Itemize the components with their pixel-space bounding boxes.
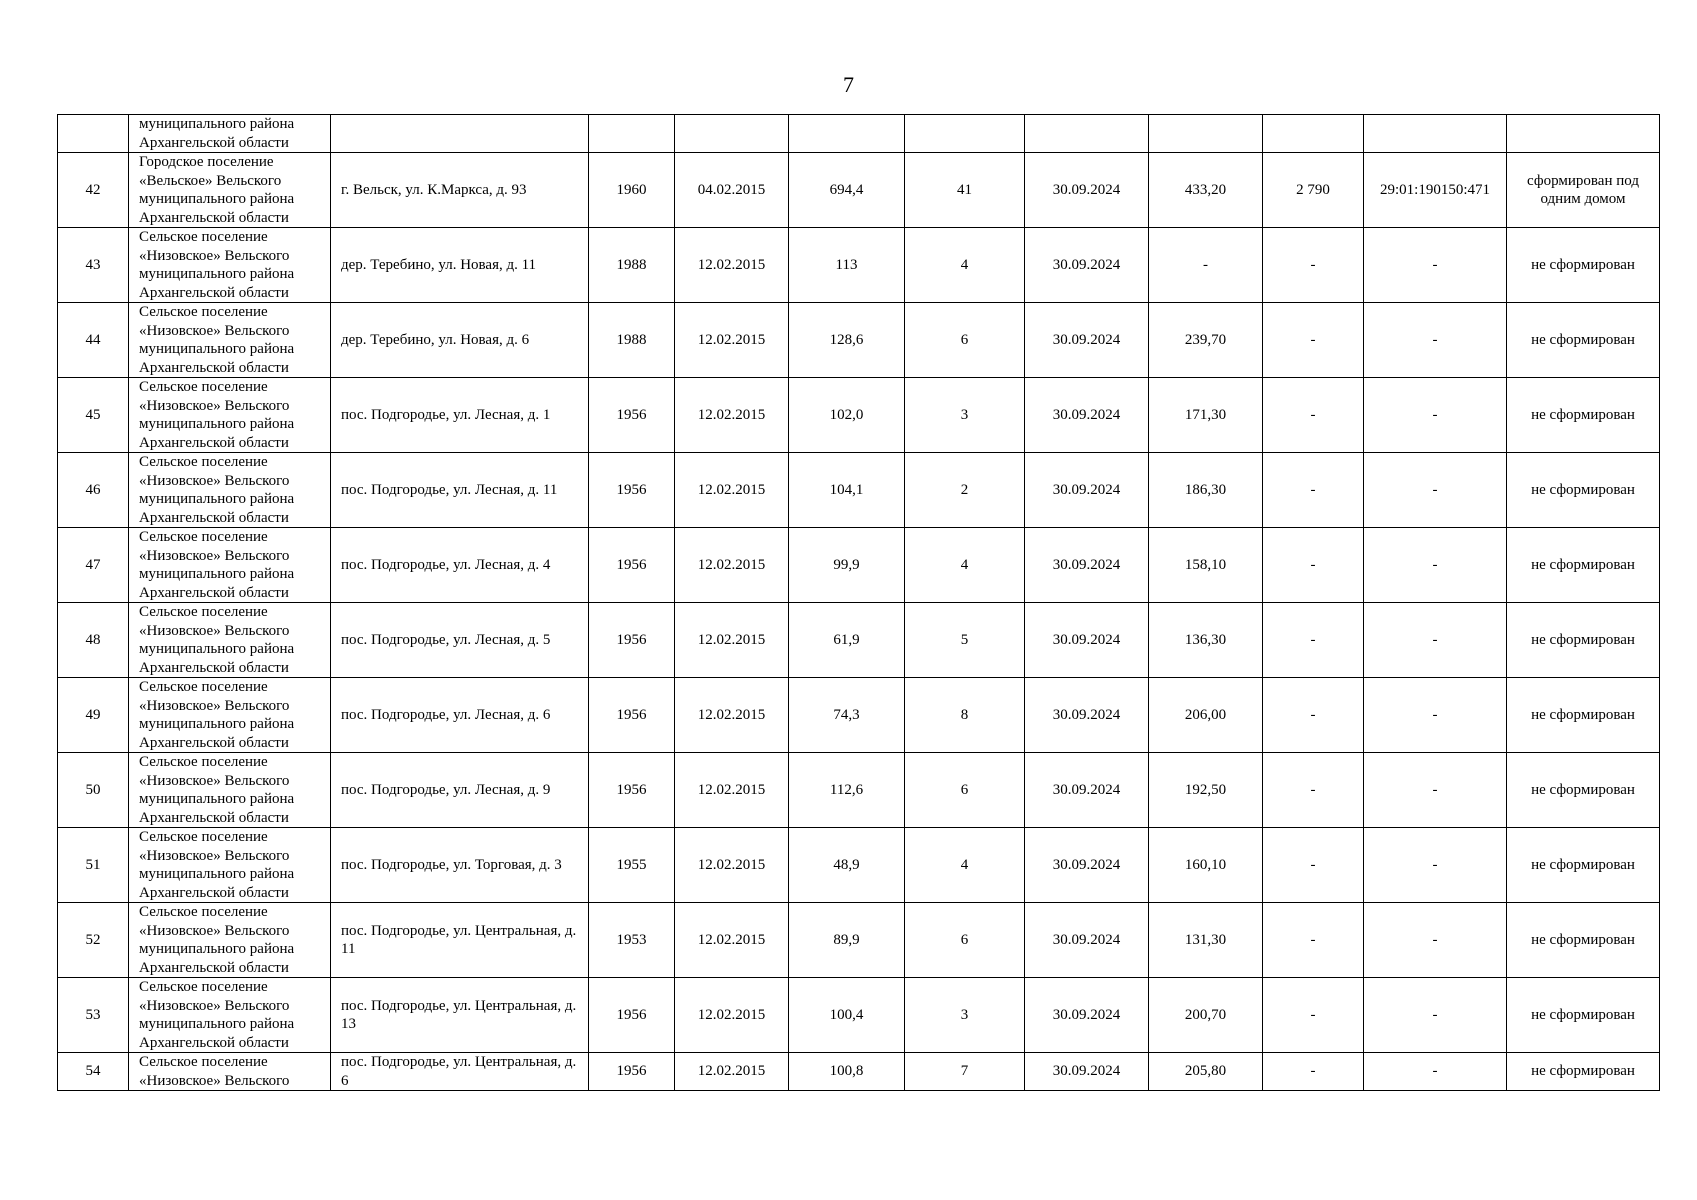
cell-status: не сформирован xyxy=(1507,378,1660,453)
cell-area: 61,9 xyxy=(789,603,905,678)
cell-deadline: 30.09.2024 xyxy=(1025,828,1149,903)
cell-cost: - xyxy=(1263,828,1364,903)
cell-num: 49 xyxy=(58,678,129,753)
table-row xyxy=(58,453,1660,528)
municipality-line: муниципального района xyxy=(139,191,295,207)
table-row xyxy=(58,303,1660,378)
cell-cadastral: - xyxy=(1364,828,1507,903)
cell-land-area xyxy=(1149,115,1263,153)
cell-cadastral: - xyxy=(1364,978,1507,1053)
table-row xyxy=(58,978,1660,1053)
cell-status: не сформирован xyxy=(1507,828,1660,903)
municipality-line: Сельское поселение xyxy=(139,979,268,995)
municipality-line: муниципального района xyxy=(139,791,295,807)
municipality-line: Сельское поселение xyxy=(139,454,268,470)
cell-date xyxy=(675,115,789,153)
cell-date: 12.02.2015 xyxy=(675,978,789,1053)
cell-address: дер. Теребино, ул. Новая, д. 6 xyxy=(331,303,589,378)
municipality-line: «Низовское» Вельского xyxy=(139,697,290,714)
municipality-line: «Низовское» Вельского xyxy=(139,847,290,864)
cell-num: 46 xyxy=(58,453,129,528)
cell-num: 45 xyxy=(58,378,129,453)
cell-deadline: 30.09.2024 xyxy=(1025,228,1149,303)
cell-land-area: 131,30 xyxy=(1149,903,1263,978)
cell-date: 12.02.2015 xyxy=(675,903,789,978)
cell-address: г. Вельск, ул. К.Маркса, д. 93 xyxy=(331,153,589,228)
cell-deadline: 30.09.2024 xyxy=(1025,603,1149,678)
cell-cost: - xyxy=(1263,903,1364,978)
cell-deadline: 30.09.2024 xyxy=(1025,903,1149,978)
cell-status xyxy=(1507,115,1660,153)
municipality-line: муниципального района xyxy=(139,491,295,507)
cell-year: 1956 xyxy=(589,378,675,453)
housing-registry-table xyxy=(57,114,1660,1091)
cell-deadline xyxy=(1025,115,1149,153)
cell-residents: 6 xyxy=(905,903,1025,978)
cell-land-area: 239,70 xyxy=(1149,303,1263,378)
municipality-line: Сельское поселение xyxy=(139,1054,268,1070)
cell-year: 1960 xyxy=(589,153,675,228)
municipality-line: «Низовское» Вельского xyxy=(139,772,290,789)
cell-residents: 5 xyxy=(905,603,1025,678)
cell-num: 48 xyxy=(58,603,129,678)
cell-address: пос. Подгородье, ул. Лесная, д. 9 xyxy=(331,753,589,828)
cell-residents: 41 xyxy=(905,153,1025,228)
table-row xyxy=(58,528,1660,603)
cell-municipality xyxy=(129,978,331,1053)
cell-address: пос. Подгородье, ул. Лесная, д. 11 xyxy=(331,453,589,528)
cell-area: 100,4 xyxy=(789,978,905,1053)
cell-status: не сформирован xyxy=(1507,1053,1660,1091)
cell-cost: 2 790 xyxy=(1263,153,1364,228)
cell-area: 104,1 xyxy=(789,453,905,528)
municipality-line: «Низовское» Вельского xyxy=(139,997,290,1014)
municipality-line: Архангельской области xyxy=(139,134,289,151)
cell-deadline: 30.09.2024 xyxy=(1025,378,1149,453)
cell-municipality xyxy=(129,453,331,528)
table-row xyxy=(58,678,1660,753)
cell-year: 1956 xyxy=(589,753,675,828)
municipality-line: Архангельской области xyxy=(139,884,289,901)
cell-deadline: 30.09.2024 xyxy=(1025,753,1149,828)
table-row xyxy=(58,153,1660,228)
cell-cost: - xyxy=(1263,1053,1364,1091)
cell-cadastral: - xyxy=(1364,753,1507,828)
municipality-line: Сельское поселение xyxy=(139,304,268,320)
municipality-line: муниципального района xyxy=(139,266,295,282)
municipality-line: муниципального района xyxy=(139,341,295,357)
municipality-line: Архангельской области xyxy=(139,434,289,451)
cell-cost: - xyxy=(1263,678,1364,753)
cell-area: 112,6 xyxy=(789,753,905,828)
municipality-line: «Низовское» Вельского xyxy=(139,247,290,264)
cell-land-area: 205,80 xyxy=(1149,1053,1263,1091)
cell-deadline: 30.09.2024 xyxy=(1025,528,1149,603)
cell-area: 89,9 xyxy=(789,903,905,978)
cell-cadastral: - xyxy=(1364,678,1507,753)
cell-year: 1956 xyxy=(589,678,675,753)
cell-area: 102,0 xyxy=(789,378,905,453)
cell-residents: 6 xyxy=(905,753,1025,828)
cell-residents: 8 xyxy=(905,678,1025,753)
cell-deadline: 30.09.2024 xyxy=(1025,453,1149,528)
cell-residents: 7 xyxy=(905,1053,1025,1091)
cell-address: пос. Подгородье, ул. Торговая, д. 3 xyxy=(331,828,589,903)
cell-area: 48,9 xyxy=(789,828,905,903)
cell-cadastral: - xyxy=(1364,603,1507,678)
municipality-line: муниципального района xyxy=(139,716,295,732)
cell-status: не сформирован xyxy=(1507,453,1660,528)
cell-municipality xyxy=(129,753,331,828)
cell-land-area: 206,00 xyxy=(1149,678,1263,753)
cell-year: 1988 xyxy=(589,228,675,303)
cell-deadline: 30.09.2024 xyxy=(1025,303,1149,378)
cell-cadastral: - xyxy=(1364,1053,1507,1091)
cell-area xyxy=(789,115,905,153)
cell-deadline: 30.09.2024 xyxy=(1025,678,1149,753)
municipality-line: «Низовское» Вельского xyxy=(139,622,290,639)
cell-address: пос. Подгородье, ул. Лесная, д. 6 xyxy=(331,678,589,753)
cell-date: 12.02.2015 xyxy=(675,528,789,603)
cell-municipality xyxy=(129,528,331,603)
cell-deadline: 30.09.2024 xyxy=(1025,978,1149,1053)
cell-residents xyxy=(905,115,1025,153)
cell-cost: - xyxy=(1263,228,1364,303)
cell-residents: 3 xyxy=(905,378,1025,453)
cell-num: 44 xyxy=(58,303,129,378)
cell-cadastral: 29:01:190150:471 xyxy=(1364,153,1507,228)
cell-land-area: 433,20 xyxy=(1149,153,1263,228)
cell-num: 54 xyxy=(58,1053,129,1091)
cell-cost: - xyxy=(1263,453,1364,528)
municipality-line: Архангельской области xyxy=(139,659,289,676)
municipality-line: Архангельской области xyxy=(139,734,289,751)
cell-status: не сформирован xyxy=(1507,678,1660,753)
cell-municipality xyxy=(129,603,331,678)
cell-cost: - xyxy=(1263,978,1364,1053)
cell-municipality xyxy=(129,303,331,378)
cell-area: 113 xyxy=(789,228,905,303)
cell-municipality xyxy=(129,153,331,228)
cell-residents: 6 xyxy=(905,303,1025,378)
cell-municipality xyxy=(129,228,331,303)
municipality-line: Архангельской области xyxy=(139,509,289,526)
cell-municipality xyxy=(129,828,331,903)
municipality-line: Архангельской области xyxy=(139,209,289,226)
cell-num: 52 xyxy=(58,903,129,978)
cell-year: 1956 xyxy=(589,528,675,603)
cell-land-area: 186,30 xyxy=(1149,453,1263,528)
cell-year xyxy=(589,115,675,153)
cell-status: сформирован под одним домом xyxy=(1507,153,1660,228)
municipality-line: Архангельской области xyxy=(139,1034,289,1051)
cell-num: 53 xyxy=(58,978,129,1053)
municipality-line: Сельское поселение xyxy=(139,379,268,395)
table-row xyxy=(58,903,1660,978)
cell-land-area: 136,30 xyxy=(1149,603,1263,678)
cell-area: 128,6 xyxy=(789,303,905,378)
cell-cadastral: - xyxy=(1364,528,1507,603)
municipality-line: «Низовское» Вельского xyxy=(139,547,290,564)
cell-num: 47 xyxy=(58,528,129,603)
cell-address: пос. Подгородье, ул. Лесная, д. 1 xyxy=(331,378,589,453)
municipality-line: муниципального района xyxy=(139,941,295,957)
cell-year: 1953 xyxy=(589,903,675,978)
cell-cadastral: - xyxy=(1364,228,1507,303)
cell-year: 1955 xyxy=(589,828,675,903)
municipality-line: Сельское поселение xyxy=(139,529,268,545)
municipality-line: Архангельской области xyxy=(139,284,289,301)
cell-cost: - xyxy=(1263,603,1364,678)
cell-address xyxy=(331,115,589,153)
page-number: 7 xyxy=(843,72,854,97)
cell-status: не сформирован xyxy=(1507,228,1660,303)
cell-status: не сформирован xyxy=(1507,978,1660,1053)
cell-municipality xyxy=(129,378,331,453)
municipality-line: муниципального района xyxy=(139,641,295,657)
cell-municipality xyxy=(129,903,331,978)
cell-area: 99,9 xyxy=(789,528,905,603)
table-row xyxy=(58,228,1660,303)
table-row xyxy=(58,378,1660,453)
cell-cadastral: - xyxy=(1364,303,1507,378)
municipality-line: Архангельской области xyxy=(139,959,289,976)
municipality-line: «Низовское» Вельского xyxy=(139,472,290,489)
cell-address: пос. Подгородье, ул. Лесная, д. 4 xyxy=(331,528,589,603)
cell-land-area: - xyxy=(1149,228,1263,303)
cell-cadastral: - xyxy=(1364,903,1507,978)
cell-cost: - xyxy=(1263,528,1364,603)
cell-date: 12.02.2015 xyxy=(675,753,789,828)
municipality-line: Сельское поселение xyxy=(139,904,268,920)
cell-deadline: 30.09.2024 xyxy=(1025,1053,1149,1091)
cell-municipality xyxy=(129,1053,331,1091)
municipality-line: «Вельское» Вельского xyxy=(139,172,282,189)
municipality-line: муниципального района xyxy=(139,416,295,432)
cell-address: пос. Подгородье, ул. Центральная, д. 6 xyxy=(331,1053,589,1091)
cell-land-area: 192,50 xyxy=(1149,753,1263,828)
municipality-line: Архангельской области xyxy=(139,359,289,376)
table-row-continuation xyxy=(58,115,1660,153)
cell-cost: - xyxy=(1263,378,1364,453)
cell-year: 1956 xyxy=(589,453,675,528)
table-row xyxy=(58,828,1660,903)
table-body xyxy=(58,115,1660,1091)
cell-date: 12.02.2015 xyxy=(675,828,789,903)
cell-date: 12.02.2015 xyxy=(675,678,789,753)
cell-municipality xyxy=(129,115,331,153)
cell-residents: 3 xyxy=(905,978,1025,1053)
municipality-line: «Низовское» Вельского xyxy=(139,922,290,939)
cell-deadline: 30.09.2024 xyxy=(1025,153,1149,228)
municipality-line: Городское поселение xyxy=(139,154,274,170)
cell-status: не сформирован xyxy=(1507,603,1660,678)
cell-land-area: 171,30 xyxy=(1149,378,1263,453)
cell-date: 12.02.2015 xyxy=(675,603,789,678)
cell-address: пос. Подгородье, ул. Лесная, д. 5 xyxy=(331,603,589,678)
cell-land-area: 200,70 xyxy=(1149,978,1263,1053)
cell-residents: 4 xyxy=(905,828,1025,903)
cell-year: 1956 xyxy=(589,1053,675,1091)
municipality-line: Архангельской области xyxy=(139,584,289,601)
cell-area: 100,8 xyxy=(789,1053,905,1091)
cell-date: 12.02.2015 xyxy=(675,453,789,528)
municipality-line: муниципального района xyxy=(139,116,295,132)
table-row xyxy=(58,753,1660,828)
cell-date: 12.02.2015 xyxy=(675,378,789,453)
cell-status: не сформирован xyxy=(1507,528,1660,603)
table-row xyxy=(58,1053,1660,1091)
cell-cost: - xyxy=(1263,753,1364,828)
table-row xyxy=(58,603,1660,678)
cell-status: не сформирован xyxy=(1507,303,1660,378)
cell-land-area: 160,10 xyxy=(1149,828,1263,903)
municipality-line: Архангельской области xyxy=(139,809,289,826)
municipality-line: муниципального района xyxy=(139,566,295,582)
municipality-line: «Низовское» Вельского xyxy=(139,397,290,414)
cell-num: 43 xyxy=(58,228,129,303)
cell-status: не сформирован xyxy=(1507,753,1660,828)
municipality-line: муниципального района xyxy=(139,1016,295,1032)
cell-address: пос. Подгородье, ул. Центральная, д. 11 xyxy=(331,903,589,978)
cell-num: 50 xyxy=(58,753,129,828)
cell-residents: 2 xyxy=(905,453,1025,528)
cell-year: 1956 xyxy=(589,978,675,1053)
municipality-line: Сельское поселение xyxy=(139,604,268,620)
cell-residents: 4 xyxy=(905,528,1025,603)
cell-cadastral: - xyxy=(1364,378,1507,453)
cell-municipality xyxy=(129,678,331,753)
cell-date: 12.02.2015 xyxy=(675,1053,789,1091)
municipality-line: Сельское поселение xyxy=(139,229,268,245)
municipality-line: муниципального района xyxy=(139,866,295,882)
cell-address: пос. Подгородье, ул. Центральная, д. 13 xyxy=(331,978,589,1053)
cell-year: 1956 xyxy=(589,603,675,678)
cell-date: 12.02.2015 xyxy=(675,228,789,303)
cell-area: 694,4 xyxy=(789,153,905,228)
municipality-line: «Низовское» Вельского xyxy=(139,1072,290,1089)
municipality-line: Сельское поселение xyxy=(139,754,268,770)
cell-cadastral: - xyxy=(1364,453,1507,528)
cell-cadastral xyxy=(1364,115,1507,153)
cell-cost xyxy=(1263,115,1364,153)
cell-date: 12.02.2015 xyxy=(675,303,789,378)
cell-num: 51 xyxy=(58,828,129,903)
municipality-line: Сельское поселение xyxy=(139,829,268,845)
cell-area: 74,3 xyxy=(789,678,905,753)
cell-address: дер. Теребино, ул. Новая, д. 11 xyxy=(331,228,589,303)
municipality-line: Сельское поселение xyxy=(139,679,268,695)
cell-year: 1988 xyxy=(589,303,675,378)
cell-residents: 4 xyxy=(905,228,1025,303)
cell-num: 42 xyxy=(58,153,129,228)
cell-cost: - xyxy=(1263,303,1364,378)
municipality-line: «Низовское» Вельского xyxy=(139,322,290,339)
cell-land-area: 158,10 xyxy=(1149,528,1263,603)
cell-num xyxy=(58,115,129,153)
cell-status: не сформирован xyxy=(1507,903,1660,978)
cell-date: 04.02.2015 xyxy=(675,153,789,228)
